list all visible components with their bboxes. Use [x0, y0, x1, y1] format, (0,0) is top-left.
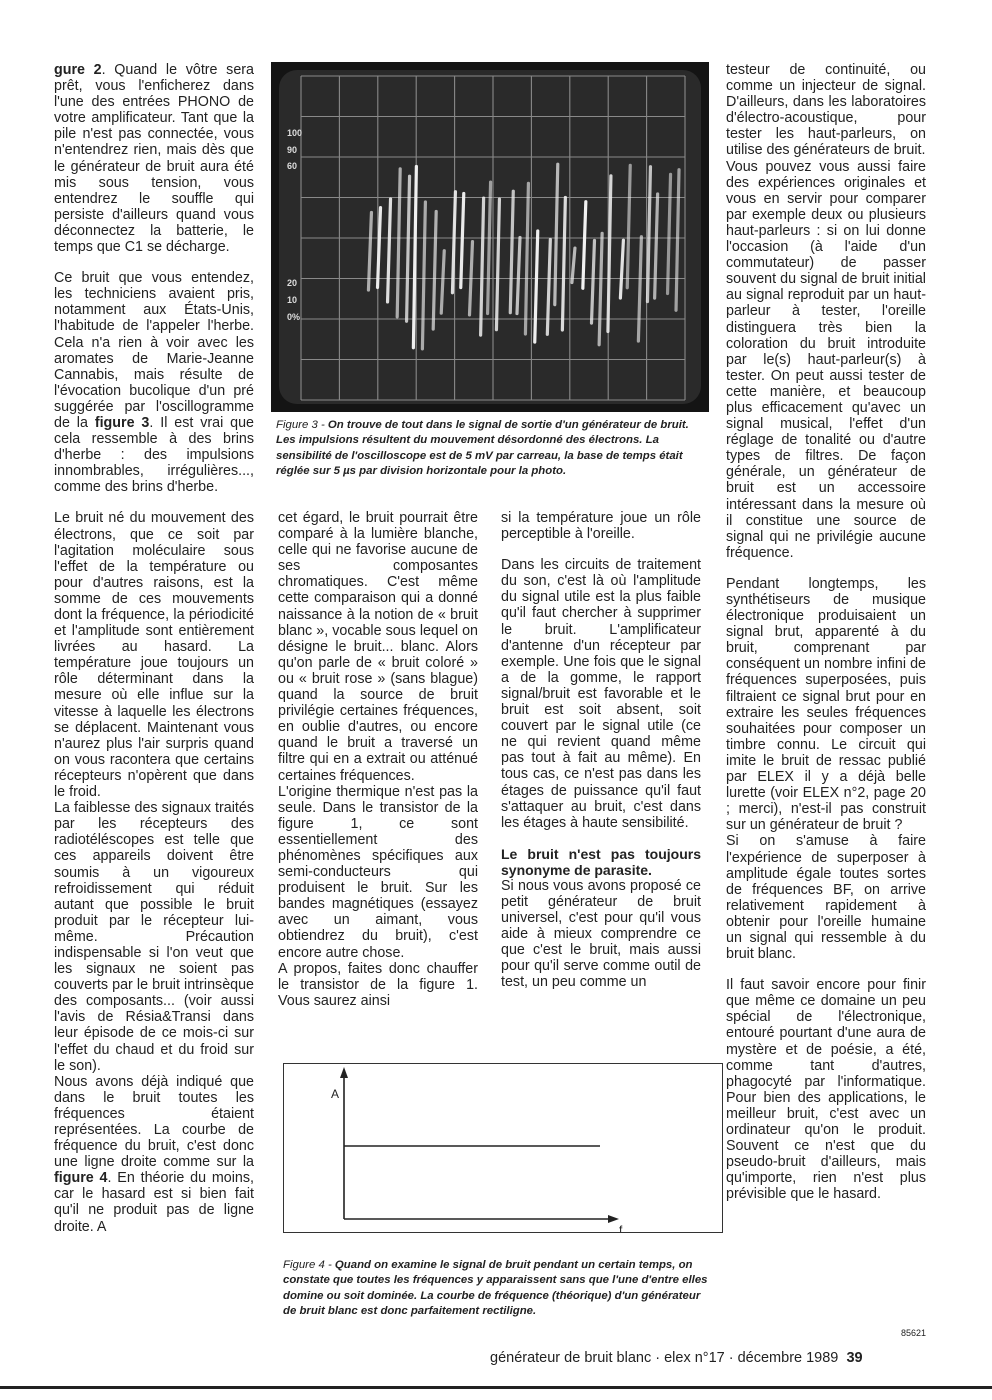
page-footer	[490, 1350, 863, 1366]
article-reference: 85621	[901, 1328, 927, 1338]
paragraph: L'origine thermique n'est pas la seule. Dans le transistor de la figure 1, ce sont essentiellement des phénomènes spécifiques aux semi-conducteurs qui produisent le bruit. Sur les bandes magnétiques (essayez avec un aimant, vous obtiendrez du bruit), c'est encore autre chose.	[278, 783, 478, 961]
paragraph: Il faut savoir encore pour finir que même ce domaine un peu spécial de l'électronique, entouré pourtant d'une aura de mystère et de poésie, a été, comme tant d'autres, phagocyté par l'informatique. Pour bien des applications, le meilleur bruit, c'est avec un ordinateur qu'on le produit. Souvent ce n'est que du pseudo-bruit d'ailleurs, mais qu'importe, rien n'est plus prévisible que le hasard.	[726, 977, 926, 1203]
paragraph: Vous pouvez vous aussi faire des expériences originales et vous en servir pour comparer par exemple deux ou plusieurs haut-parleurs : si on lui donne l'occasion (à l'aide d'un commutateur) de passer souvent du signal de bruit initial au signal reproduit par un haut-parleur à tester, l'oreille distinguera très bien la coloration du bruit introduite par le(s) haut-parleur(s) à tester. On peut aussi tester de cette manière, et beaucoup plus efficacement qu'avec un signal musical, l'effet d'un réglage de tonalité ou d'autre types de filtres. De façon générale, un générateur de bruit est un accessoire intéressant dans la mesure où il constitue une source de signal qui ne privilégie aucune fréquence.	[726, 158, 926, 561]
oscillogram	[271, 62, 709, 412]
paragraph-text: Nous avons déjà indiqué que dans le bruit toutes les fréquences étaient représentées. La courbe de fréquence du bruit, c'est donc une ligne droite comme sur la	[54, 1073, 254, 1171]
figure-reference: figure 3	[94, 414, 150, 431]
paragraph	[54, 1074, 254, 1235]
figure-label: Figure 4 -	[283, 1259, 335, 1271]
paragraph	[54, 270, 254, 495]
scale-60: 60	[287, 161, 298, 171]
oscilloscope-photo	[271, 62, 709, 412]
paragraph-text: . Quand le vôtre sera prêt, vous l'enficherez dans l'une des entrées PHONO de votre amplificateur. Tant que la pile n'est pas connectée, vous n'entendrez rien, mais dès que le générateur de bruit aura été mis sous tension, vous entendrez le souffle qui persiste d'ailleurs quand vous déconnectez la batterie, le temps que C1 se décharge.	[54, 62, 254, 256]
paragraph: cet égard, le bruit pourrait être comparé à la lumière blanche, celle qui ne favorise aucune de ses composantes chromatiques. C'est même cette comparaison qui a donné naissance à la notion de « bruit blanc », vocable sous lequel on désigne le bruit... blanc. Alors qu'on parle de « bruit coloré » ou « bruit rose » (sans blague) quand la source de bruit privilégie certaines fréquences, en oublie d'autres, ou encore quand le bruit a traversé un filtre qui en a extrait ou atténué certaines fréquences.	[278, 510, 478, 784]
frequency-graph	[283, 1063, 723, 1233]
scale-20: 20	[287, 278, 298, 288]
paragraph: si la température joue un rôle perceptible à l'oreille.	[501, 510, 701, 543]
paragraph-text: . En théorie du moins, car le hasard est si bien fait qu'il ne produit pas de ligne droite. A	[54, 1170, 254, 1235]
bottom-rule	[0, 1386, 992, 1389]
caption-text: On trouve de tout dans le signal de sortie d'un générateur de bruit. Les impulsions résultent du mouvement désordonné des électrons. La sensibilité de l'oscilloscope est de 5 mV par carreau, la base de temps était réglée sur 5 µs par division horizontale pour la photo.	[276, 419, 689, 478]
column-4	[726, 62, 926, 1202]
scale-100: 100	[287, 128, 303, 138]
axis-label-f: f	[619, 1223, 623, 1232]
paragraph: Dans les circuits de traitement du son, c'est là où l'amplitude du signal utile est la plus faible qu'il faut chercher à supprimer le bruit. L'amplificateur d'antenne d'un récepteur par exemple. Une fois que le signal a de la gomme, le rapport signal/bruit est favorable et le bruit est soit absent, soit couvert par le signal utile (ce ne qui revient quand même pas tout à fait au même). En tous cas, ce n'est pas dans les étages de puissance qu'il faut s'attaquer au bruit, c'est dans les étages à haute sensibilité.	[501, 557, 701, 831]
paragraph: A propos, faites donc chauffer le transistor de la figure 1. Vous saurez ainsi	[278, 960, 478, 1009]
scale-90: 90	[287, 145, 298, 155]
figure-reference: gure 2	[54, 62, 102, 78]
paragraph: La faiblesse des signaux traités par les récepteurs des radiotéléscopes est telle que ces appareils doivent être soumis à un vigoureux refroidissement qui réduit autant que possible le bruit produit par le récepteur lui-même. Précaution indispensable si l'on veut que les signaux ne soient pas couverts par le bruit intrinsèque des composants... (voir aussi l'avis de Résia&Transi dans leur épisode de ce mois-ci sur l'effet du chaud et du froid sur le son).	[54, 800, 254, 1074]
footer-text: générateur de bruit blanc · elex n°17 · décembre 1989	[490, 1350, 839, 1366]
paragraph-text: . Il est vrai que cela ressemble à des brins d'herbe : des impulsions innombrables, irrégulières..., comme des brins d'herbe.	[54, 414, 254, 496]
section-heading: Le bruit n'est pas toujours synonyme de parasite.	[501, 845, 701, 878]
column-3	[501, 510, 701, 990]
paragraph: Si nous vous avons proposé ce petit générateur de bruit universel, c'est pour qu'il vous aide à mieux comprendre ce que c'est le bruit, mais aussi pour qu'il serve comme outil de test, un peu comme un	[501, 877, 701, 991]
paragraph: Si on s'amuse à faire l'expérience de superposer à amplitude égale toutes sortes de fréquences BF, on arrive relativement rapidement à obtenir pour l'oreille humaine un signal qui ressemble à du bruit blanc.	[726, 833, 926, 963]
axis-label-a: A	[331, 1087, 340, 1101]
figure-label: Figure 3 -	[276, 419, 328, 431]
column-1	[54, 62, 254, 1235]
scale-0: 0%	[287, 312, 301, 322]
figure-3-caption	[276, 418, 706, 480]
figure-reference: figure 4	[54, 1170, 108, 1187]
paragraph: testeur de continuité, ou comme un injecteur de signal. D'ailleurs, dans les laboratoires d'électro-acoustique, pour tester les haut-parleurs, on utilise des générateurs de bruit.	[726, 62, 926, 159]
figure-4-caption	[283, 1258, 713, 1320]
paragraph: Pendant longtemps, les synthétiseurs de musique électronique produisaient un signal brut, apparenté à du bruit, comprenant par conséquent un nombre infini de fréquences superposées, puis filtraient ce signal brut pour en extraire les seules fréquences souhaitées pour composer un timbre connu. Le circuit qui imite le bruit de ressac publié par ELEX il y a déjà belle lurette (voir ELEX n°2, page 20 ; merci), n'est-il pas construit sur un générateur de bruit ?	[726, 575, 926, 834]
caption-text: Quand on examine le signal de bruit pendant un certain temps, on constate que toutes les fréquences y apparaissent sans que l'une d'entre elles domine ou soit dominée. La courbe de fréquence (théorique) d'un générateur de bruit blanc est donc parfaitement rectiligne.	[283, 1259, 708, 1318]
paragraph: Le bruit né du mouvement des électrons, que ce soit par l'agitation moléculaire sous l'effet de la température ou pour d'autres raisons, est la somme de ces mouvements dont la fréquence, la périodicité et l'amplitude sont entièrement livrées au hasard. La température joue toujours un rôle déterminant dans la mesure où elle influe sur la vitesse à laquelle les électrons se déplacent. Maintenant vous n'aurez plus l'air surpris quand on vous racontera que certains récepteurs n'opèrent que dans le froid.	[54, 510, 254, 801]
scale-10: 10	[287, 295, 298, 305]
page-number: 39	[846, 1350, 863, 1366]
frequency-graph-svg	[284, 1064, 722, 1232]
column-2	[278, 510, 478, 1009]
paragraph	[54, 62, 254, 255]
paragraph-text: Ce bruit que vous entendez, les techniciens avaient pris, notamment aux États-Unis, l'habitude de l'appeler l'herbe. Cela n'a rien à voir avec les aromates de Marie-Jeanne Cannabis, mais résulte de l'évocation bucolique d'un pré suggérée par l'oscillogramme de la	[54, 270, 254, 431]
